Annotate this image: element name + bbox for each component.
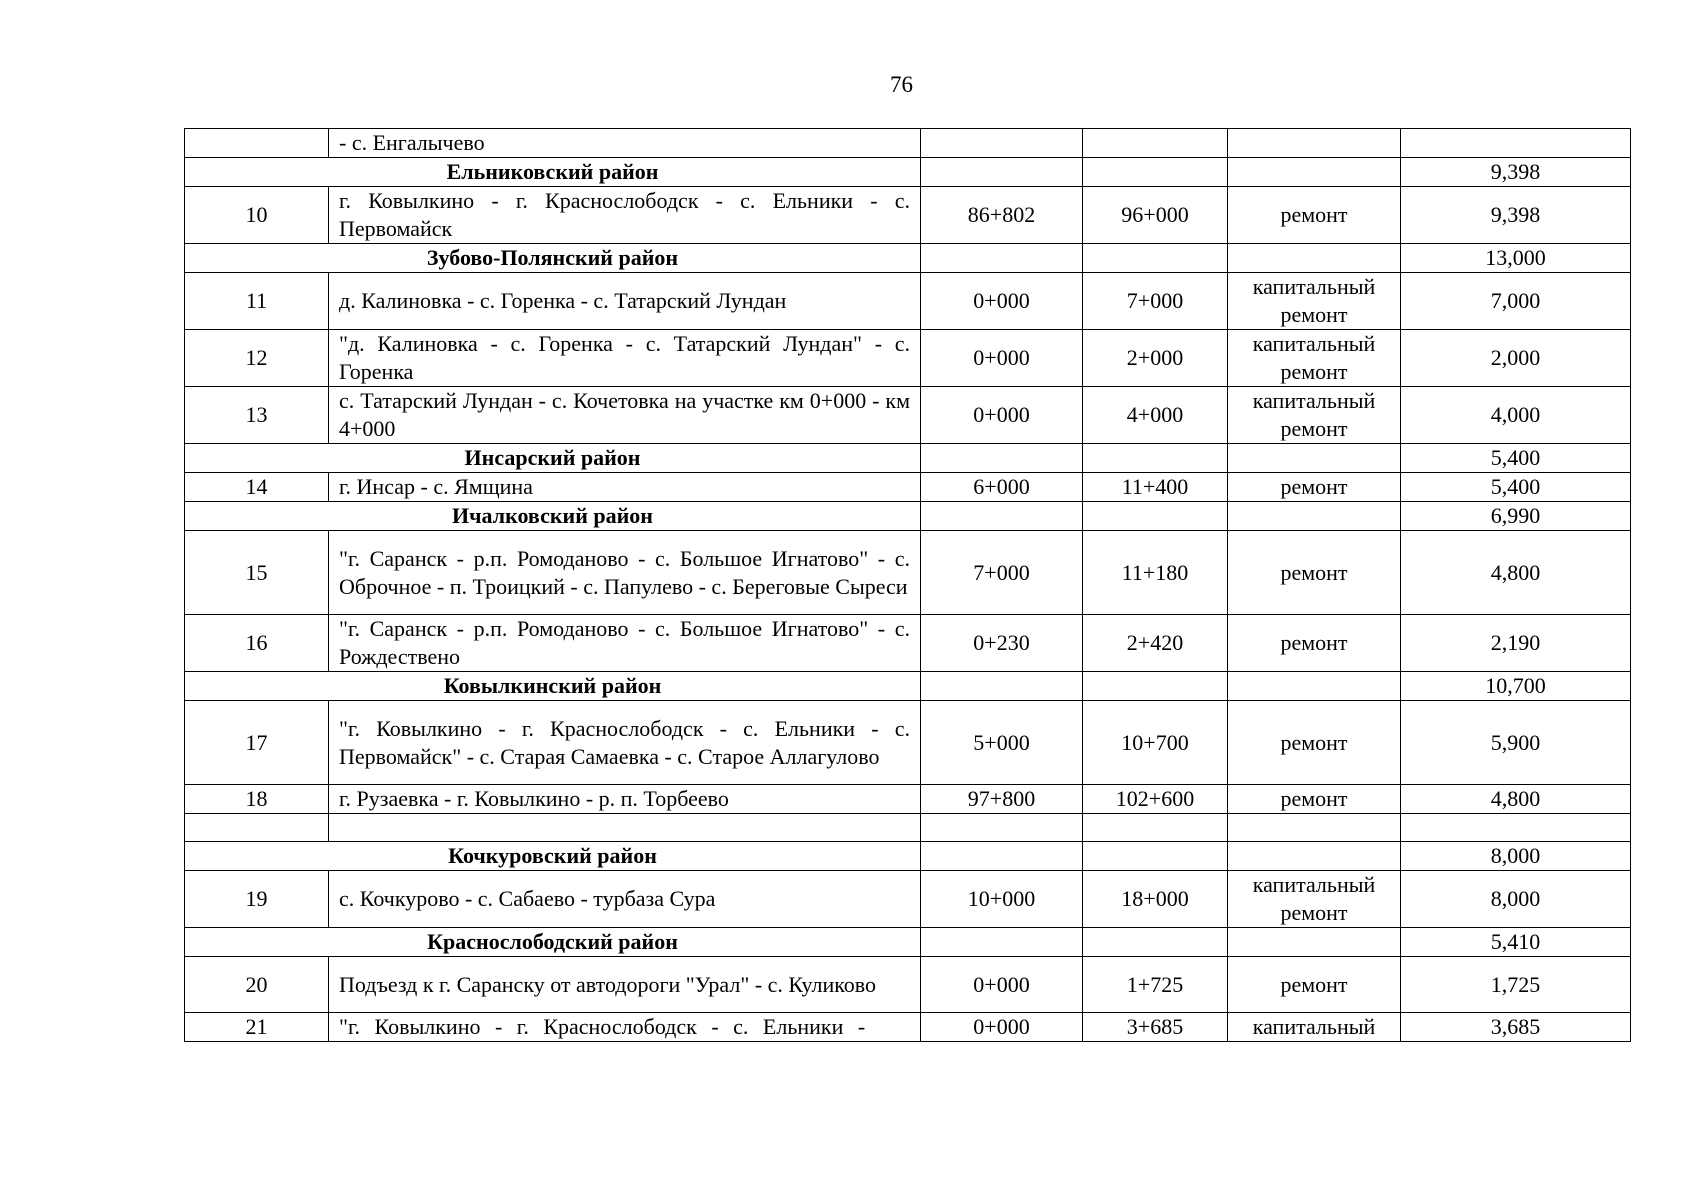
empty-row [185,814,1631,842]
table-row [185,1013,1631,1042]
table-row [185,330,1631,387]
road-name-cell: - с. Енгалычево [329,129,921,158]
work-type-cell: ремонт [1228,701,1401,785]
start-km-cell: 7+000 [921,531,1083,615]
road-name-cell: с. Татарский Лундан - с. Кочетовка на участке км 0+000 - км 4+000 [329,387,921,444]
row-number-cell: 21 [185,1013,329,1042]
road-name-cell: д. Калиновка - с. Горенка - с. Татарский Лундан [329,273,921,330]
table-row [185,785,1631,814]
row-number-cell [185,129,329,158]
row-number-cell: 12 [185,330,329,387]
road-name-cell: "г. Саранск - р.п. Ромоданово - с. Большое Игнатово" - с. Рождествено [329,615,921,672]
district-name: Краснослободский район [185,928,921,957]
road-name-cell: с. Кочкурово - с. Сабаево - турбаза Сура [329,871,921,928]
end-km-cell: 2+420 [1083,615,1228,672]
start-km-cell: 0+230 [921,615,1083,672]
length-cell [1401,129,1631,158]
start-km-cell: 0+000 [921,957,1083,1013]
district-row [185,158,1631,187]
road-repair-table [184,128,1631,1042]
district-name: Инсарский район [185,444,921,473]
district-name: Ельниковский район [185,158,921,187]
work-type-cell: капитальный [1228,1013,1401,1042]
length-cell: 4,000 [1401,387,1631,444]
road-name-cell: "г. Ковылкино - г. Краснослободск - с. Ельники - с. Первомайск" - с. Старая Самаевка - с. Старое Аллагулово [329,701,921,785]
length-cell: 9,398 [1401,187,1631,244]
district-name: Ичалковский район [185,502,921,531]
district-total: 8,000 [1401,842,1631,871]
table-row [185,129,1631,158]
district-row [185,842,1631,871]
row-number-cell: 11 [185,273,329,330]
work-type-cell: ремонт [1228,187,1401,244]
end-km-cell [1083,129,1228,158]
work-type-cell: ремонт [1228,957,1401,1013]
row-number-cell: 13 [185,387,329,444]
table-row [185,473,1631,502]
work-type-cell: капитальный ремонт [1228,871,1401,928]
district-total: 10,700 [1401,672,1631,701]
table-row [185,273,1631,330]
end-km-cell: 7+000 [1083,273,1228,330]
road-name-cell: "г. Ковылкино - г. Краснослободск - с. Ельники - [329,1013,921,1042]
work-type-cell: ремонт [1228,615,1401,672]
district-row [185,444,1631,473]
length-cell: 5,900 [1401,701,1631,785]
end-km-cell: 2+000 [1083,330,1228,387]
end-km-cell: 96+000 [1083,187,1228,244]
table-row [185,871,1631,928]
work-type-cell: ремонт [1228,785,1401,814]
district-row [185,244,1631,273]
work-type-cell: капитальный ремонт [1228,387,1401,444]
start-km-cell: 0+000 [921,273,1083,330]
row-number-cell: 20 [185,957,329,1013]
road-name-cell: г. Инсар - с. Ямщина [329,473,921,502]
start-km-cell: 97+800 [921,785,1083,814]
road-name-cell: "д. Калиновка - с. Горенка - с. Татарский Лундан" - с. Горенка [329,330,921,387]
start-km-cell: 0+000 [921,330,1083,387]
road-name-cell: Подъезд к г. Саранску от автодороги "Урал" - с. Куликово [329,957,921,1013]
district-row [185,672,1631,701]
district-row [185,928,1631,957]
length-cell: 2,190 [1401,615,1631,672]
length-cell: 3,685 [1401,1013,1631,1042]
start-km-cell: 10+000 [921,871,1083,928]
end-km-cell: 11+400 [1083,473,1228,502]
page-number: 76 [890,72,913,97]
length-cell: 1,725 [1401,957,1631,1013]
table-row [185,957,1631,1013]
end-km-cell: 11+180 [1083,531,1228,615]
work-type-cell: ремонт [1228,473,1401,502]
length-cell: 2,000 [1401,330,1631,387]
end-km-cell: 1+725 [1083,957,1228,1013]
table-row [185,615,1631,672]
row-number-cell: 10 [185,187,329,244]
district-total: 13,000 [1401,244,1631,273]
start-km-cell [921,129,1083,158]
district-total: 9,398 [1401,158,1631,187]
start-km-cell: 6+000 [921,473,1083,502]
end-km-cell: 4+000 [1083,387,1228,444]
length-cell: 7,000 [1401,273,1631,330]
table-row [185,531,1631,615]
work-type-cell: капитальный ремонт [1228,273,1401,330]
row-number-cell: 18 [185,785,329,814]
road-name-cell: г. Ковылкино - г. Краснослободск - с. Ельники - с. Первомайск [329,187,921,244]
length-cell: 4,800 [1401,785,1631,814]
district-name: Ковылкинский район [185,672,921,701]
district-row [185,502,1631,531]
work-type-cell [1228,129,1401,158]
district-name: Кочкуровский район [185,842,921,871]
table-row [185,187,1631,244]
start-km-cell: 86+802 [921,187,1083,244]
district-total: 5,400 [1401,444,1631,473]
work-type-cell: ремонт [1228,531,1401,615]
length-cell: 8,000 [1401,871,1631,928]
road-name-cell: "г. Саранск - р.п. Ромоданово - с. Большое Игнатово" - с. Оброчное - п. Троицкий - с. Папулево - с. Береговые Сыреси [329,531,921,615]
row-number-cell: 16 [185,615,329,672]
length-cell: 4,800 [1401,531,1631,615]
start-km-cell: 0+000 [921,387,1083,444]
end-km-cell: 18+000 [1083,871,1228,928]
end-km-cell: 3+685 [1083,1013,1228,1042]
end-km-cell: 10+700 [1083,701,1228,785]
start-km-cell: 5+000 [921,701,1083,785]
table-row [185,387,1631,444]
row-number-cell: 15 [185,531,329,615]
row-number-cell: 14 [185,473,329,502]
work-type-cell: капитальный ремонт [1228,330,1401,387]
row-number-cell: 17 [185,701,329,785]
district-name: Зубово-Полянский район [185,244,921,273]
start-km-cell: 0+000 [921,1013,1083,1042]
district-total: 5,410 [1401,928,1631,957]
road-name-cell: г. Рузаевка - г. Ковылкино - р. п. Торбеево [329,785,921,814]
table-row [185,701,1631,785]
district-total: 6,990 [1401,502,1631,531]
end-km-cell: 102+600 [1083,785,1228,814]
row-number-cell: 19 [185,871,329,928]
length-cell: 5,400 [1401,473,1631,502]
